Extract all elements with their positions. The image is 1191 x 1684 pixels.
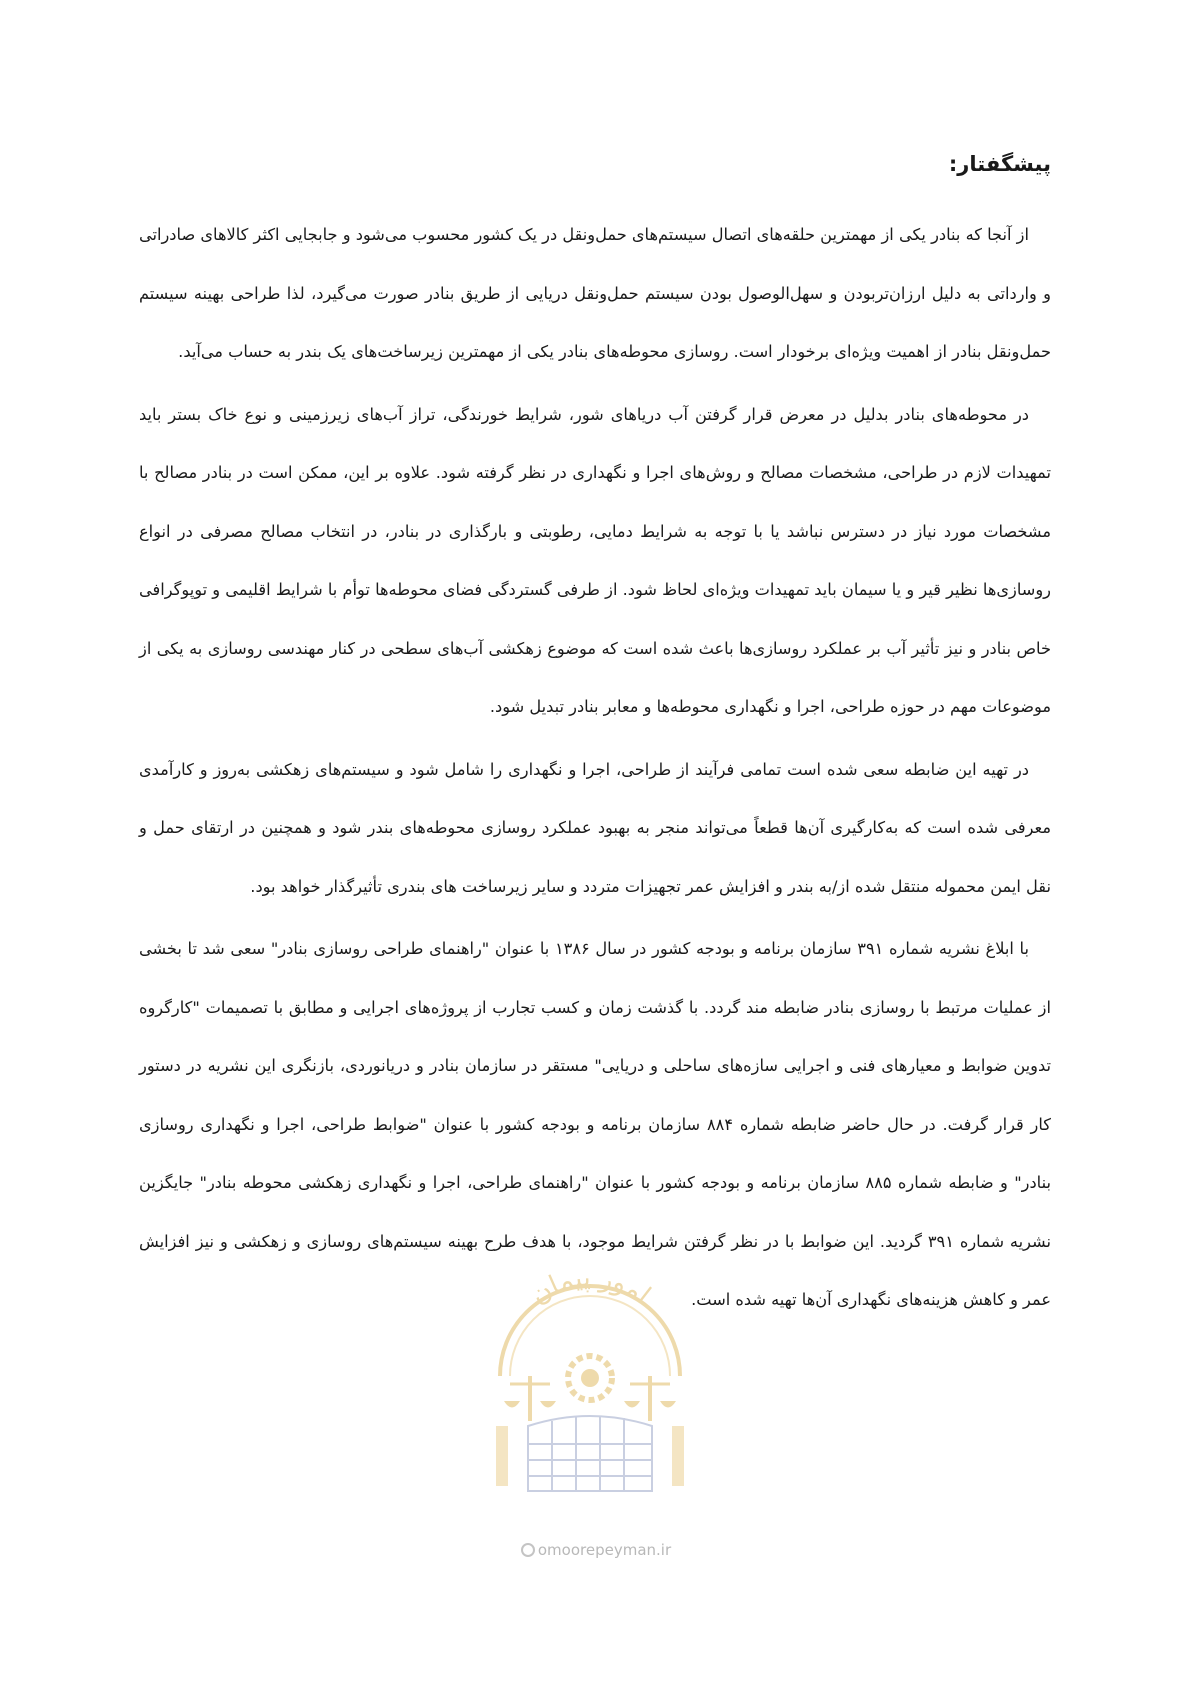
preface-heading: پیشگفتار:: [948, 152, 1051, 176]
paragraph-1: از آنجا که بنادر یکی از مهمترین حلقه‌های اتصال سیستم‌های حمل‌ونقل در یک کشور محسوب می‌شود و جابجایی اکثر کالاهای صادراتی و وارداتی به دلیل ارزان‌تربودن و سهل‌الوصول بودن سیستم حمل‌ونقل دریایی از طریق بنادر صورت می‌گیرد، لذا طراحی بهینه سیستم حمل‌ونقل بنادر از اهمیت ویژه‌ای برخودار است. روسازی محوطه‌های بنادر یکی از مهمترین زیرساخت‌های یک بندر به حساب می‌آید.: [139, 225, 1051, 361]
document-body: [139, 148, 1051, 1334]
watermark-url: [476, 1541, 716, 1559]
paragraph-2: در محوطه‌های بنادر بدلیل در معرض قرار گرفتن آب دریاهای شور، شرایط خورندگی، تراز آب‌های زیرزمینی و نوع خاک بستر باید تمهیدات لازم در طراحی، مشخصات مصالح و روش‌های اجرا و نگهداری در نظر گرفته شود. علاوه بر این، ممکن است در بنادر مصالح با مشخصات مورد نیاز در دسترس نباشد یا با توجه به شرایط دمایی، رطوبتی و بارگذاری در بنادر، در انتخاب مصالح مصرفی در انواع روسازی‌ها نظیر قیر و یا سیمان باید تمهیدات ویژه‌ای لحاظ شود. از طرفی گستردگی فضای محوطه‌ها توأم با شرایط اقلیمی و توپوگرافی خاص بنادر و نیز تأثیر آب بر عملکرد روسازی‌ها باعث شده است که موضوع زهکشی آب‌های سطحی در کنار مهندسی روسازی به یکی از موضوعات مهم در حوزه طراحی، اجرا و نگهداری محوطه‌ها و معابر بنادر تبدیل شود.: [139, 404, 1051, 716]
svg-text:امور پیمان: امور پیمان: [525, 1262, 656, 1311]
at-sign-icon: [521, 1543, 535, 1557]
paragraph-3: در تهیه این ضابطه سعی شده است تمامی فرآیند از طراحی، اجرا و نگهداری را شامل شود و سیستم‌های زهکشی به‌روز و کارآمدی معرفی شده است که به‌کارگیری آن‌ها قطعاً می‌تواند منجر به بهبود عملکرد روسازی محوطه‌های بندر شود و همچنین در ارتقای حمل و نقل ایمن محموله منتقل شده از/به بندر و افزایش عمر تجهیزات متردد و سایر زیرساخت های بندری تأثیرگذار خواهد بود.: [139, 759, 1051, 896]
watermark-url-text: omoorepeyman.ir: [537, 1541, 672, 1559]
paragraph-4: با ابلاغ نشریه شماره ۳۹۱ سازمان برنامه و بودجه کشور در سال ۱۳۸۶ با عنوان "راهنمای طراحی روسازی بنادر" سعی شد تا بخشی از عملیات مرتبط با روسازی بنادر ضابطه مند گردد. با گذشت زمان و کسب تجارب از پروژه‌های اجرایی و مطابق با تصمیمات "کارگروه تدوین ضوابط و معیارهای فنی و اجرایی سازه‌های ساحلی و دریایی" مستقر در سازمان بنادر و دریانوردی، بازنگری این نشریه در دستور کار قرار گرفت. در حال حاضر ضابطه شماره ۸۸۴ سازمان برنامه و بودجه کشور با عنوان "ضوابط طراحی، اجرا و نگهداری روسازی بنادر" و ضابطه شماره ۸۸۵ سازمان برنامه و بودجه کشور با عنوان "راهنمای طراحی، اجرا و نگهداری زهکشی محوطه بنادر" جایگزین نشریه شماره ۳۹۱ گردید. این ضوابط با در نظر گرفتن شرایط موجود، با هدف طرح بهینه سیستم‌های روسازی و زهکشی و نیز افزایش عمر و کاهش هزینه‌های نگهداری آن‌ها تهیه شده است.: [139, 939, 1052, 1309]
